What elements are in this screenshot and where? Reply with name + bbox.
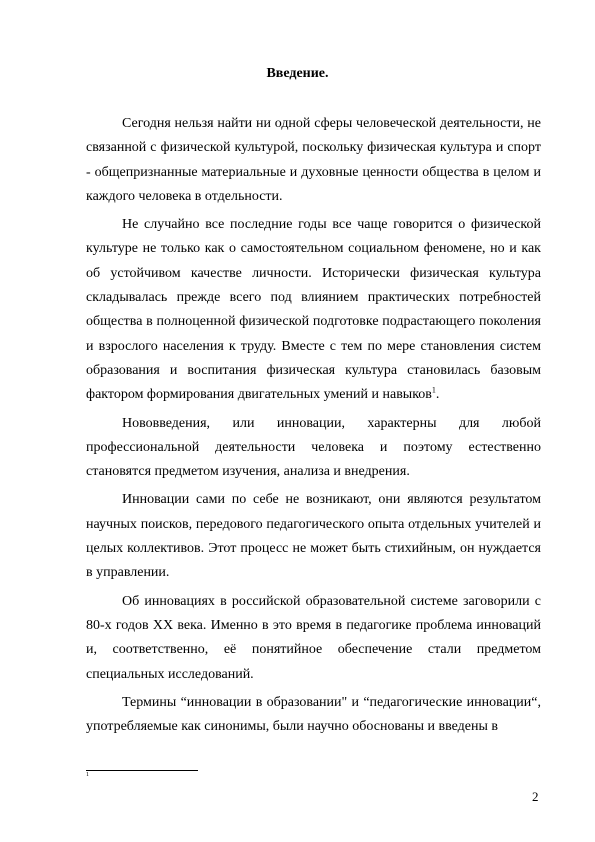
paragraph-text: Нововведения, или инновации, характерны для любой профессиональной деятельности человека и поэтому естественно становятся предметом изучения, анализа и внедрения. [86,415,541,480]
paragraph [86,488,541,585]
paragraph [86,590,541,687]
paragraph-text: Термины “инновации в образовании" и “педагогические инновации“, употребляемые как синонимы, были научно обоснованы и введены в [86,694,541,735]
document-body [86,112,541,739]
section-title: Введение. [266,66,329,81]
footnote-separator [86,770,198,771]
paragraph [86,213,541,407]
footnote-reference: 1 [431,385,436,395]
paragraph [86,691,541,740]
footnote-mark: 1 [86,772,89,778]
paragraph [86,112,541,209]
paragraph-text: Об инновациях в российской образовательной системе заговорили с 80-х годов XX века. Именно в это время в педагогике проблема инноваций и, соответственно, её понятийное обеспечение стали предметом специальных исследований. [86,593,541,682]
paragraph-text: Не случайно все последние годы все чаще говорится о физической культуре не только как о самостоятельном социальном феномене, но и как об устойчивом качестве личности. Исторически физическая культура складывалась прежде всего под влиянием практических потребностей общества в полноценной физической подготовке подрастающего поколения и взрослого населения к труду. Вместе с тем по мере становления систем образования и воспитания физическая культура становилась базовым фактором формирования двигательных умений и навыков [86,217,541,403]
paragraph-trailing-punctuation: . [435,387,440,403]
paragraph-text: Сегодня нельзя найти ни одной сферы человеческой деятельности, не связанной с физической культурой, поскольку физическая культура и спорт - общепризнанные материальные и духовные ценности общества в целом и каждого человека в отдельности. [86,116,541,204]
paragraph-text: Инновации сами по себе не возникают, они являются результатом научных поисков, передового педагогического опыта отдельных учителей и целых коллективов. Этот процесс не может быть стихийным, он нуждается в управлении. [86,492,541,581]
paragraph [86,412,541,485]
page-number: 2 [532,789,539,804]
